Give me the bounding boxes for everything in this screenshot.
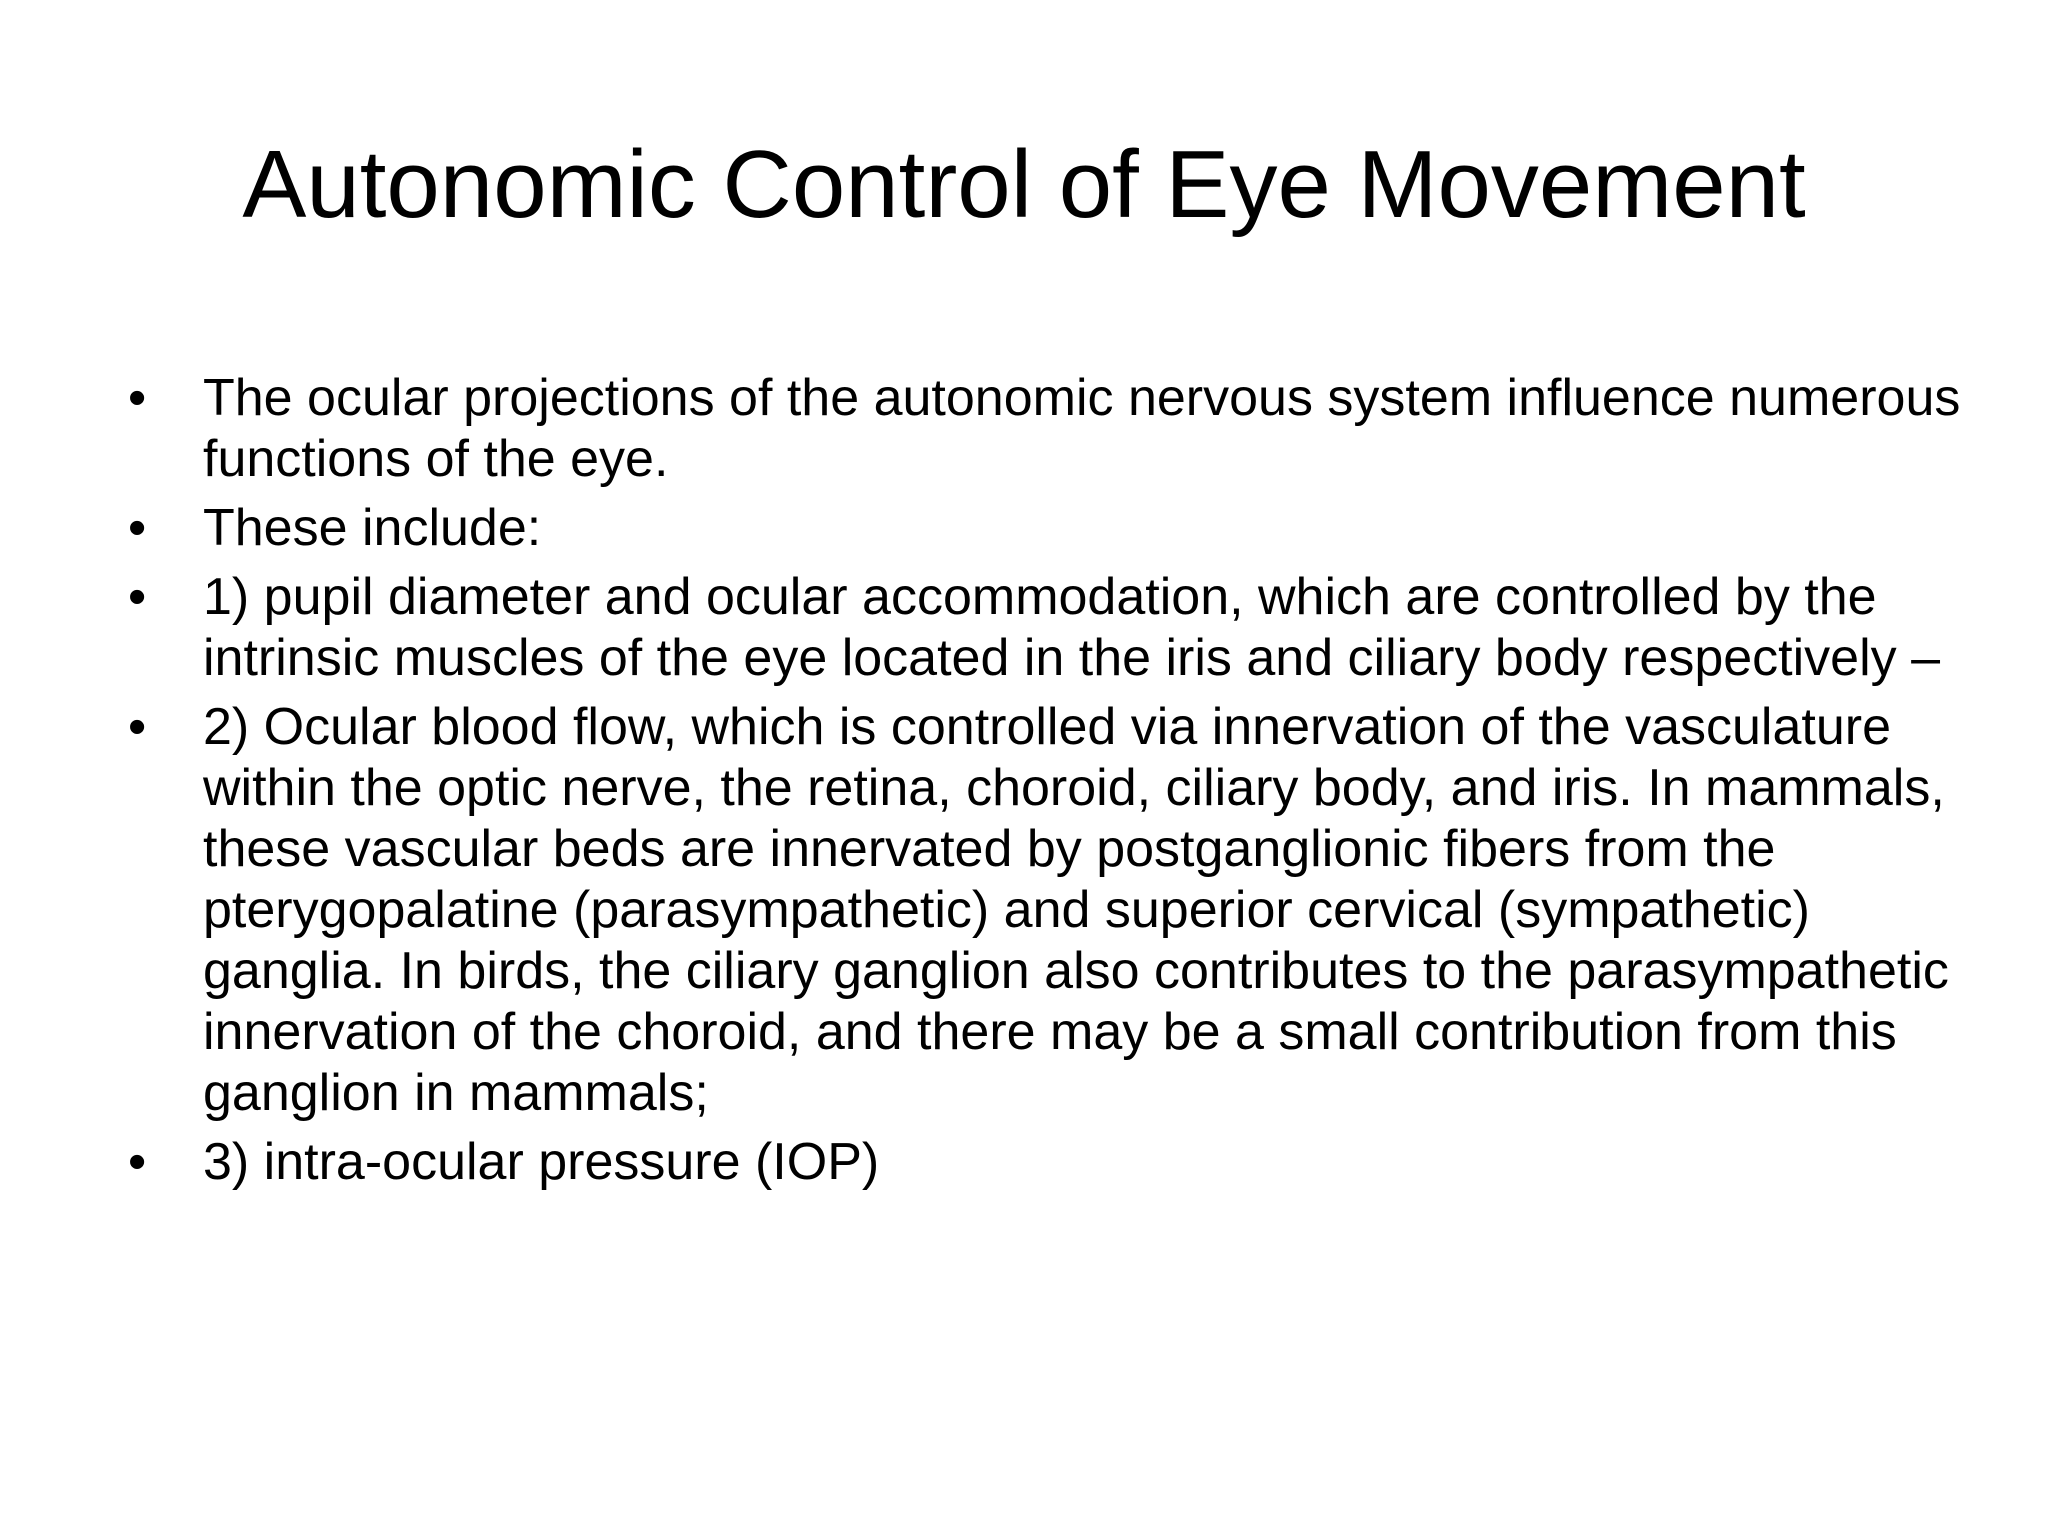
bullet-item [128,697,1968,1124]
bullet-item [128,1132,1968,1193]
bullet-list [128,368,1968,1201]
bullet-text: 3) intra-ocular pressure (IOP) [203,1133,880,1191]
bullet-text: The ocular projections of the autonomic nervous system influence numerous functions of the eye. [203,369,1961,488]
bullet-text: These include: [203,499,542,557]
bullet-item [128,368,1968,490]
bullet-item [128,498,1968,559]
bullet-icon: • [128,1133,147,1191]
bullet-item [128,567,1968,689]
bullet-text: 2) Ocular blood flow, which is controlled via innervation of the vasculature within the optic nerve, the retina, choroid, ciliary body, and iris. In mammals, these vascular beds are innervated by postganglionic fibers from the pterygopalatine (parasympathetic) and superior cervical (sympathetic) ganglia. In birds, the ciliary ganglion also contributes to the parasympathetic innervation of the choroid, and there may be a small contribution from this ganglion in mammals; [203,698,1949,1122]
bullet-icon: • [128,369,147,427]
slide-title: Autonomic Control of Eye Movement [242,131,1806,238]
bullet-icon: • [128,499,147,557]
bullet-text: 1) pupil diameter and ocular accommodation, which are controlled by the intrinsic muscles of the eye located in the iris and ciliary body respectively – [203,568,1941,687]
bullet-icon: • [128,698,147,756]
bullet-icon: • [128,568,147,626]
